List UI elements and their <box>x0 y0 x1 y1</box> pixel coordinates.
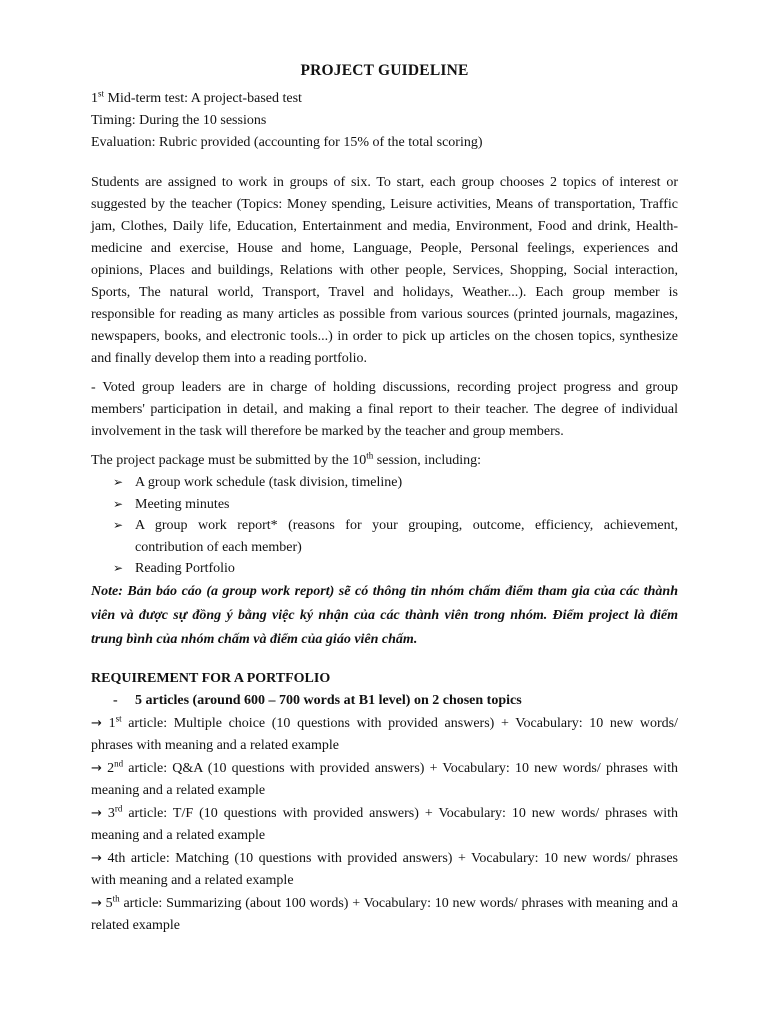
list-item-text: Meeting minutes <box>135 496 230 512</box>
article-text: article: Matching (10 questions with provided answers) + Vocabulary: 10 new words/ phrases with meaning and a related example <box>91 850 679 888</box>
list-item-text: A group work report* (reasons for your grouping, outcome, efficiency, achievement, contribution of each member) <box>135 518 678 555</box>
test-number-suffix: st <box>98 88 105 99</box>
list-item-text: A group work schedule (task division, timeline) <box>135 475 403 490</box>
article-number: 4th <box>107 850 126 866</box>
article-number: 2 <box>107 760 115 776</box>
article-number-suffix: th <box>112 892 120 903</box>
requirement-subheading-text: 5 articles (around 600 – 700 words at B1 level) on 2 chosen topics <box>135 692 522 708</box>
group-leader-paragraph: - Voted group leaders are in charge of holding discussions, recording project progress and group members' participation in detail, and making a final report to their teacher. The degree of individual involvement in the task will therefore be marked by the teacher and group members. <box>91 380 678 439</box>
requirement-heading: REQUIREMENT FOR A PORTFOLIO <box>91 670 331 686</box>
note-paragraph: Note: Bản báo cáo (a group work report) sẽ có thông tin nhóm chấm điểm tham gia của các thành viên và được sự đồng ý bằng việc ký nhận của các thành viên trong nhóm. Điểm project là điểm trung bình của nhóm chấm và điểm của giáo viên chấm. <box>91 583 678 647</box>
arrowhead-bullet-icon: ➢ <box>113 518 124 532</box>
list-item-text: Reading Portfolio <box>135 561 235 576</box>
article-number: 5 <box>105 895 113 911</box>
intro-paragraph: Students are assigned to work in groups of six. To start, each group chooses 2 topics of interest or suggested by the teacher (Topics: Money spending, Leisure activities, Means of transportation, Traffic jam, Clothes, Daily life, Education, Entertainment and media, Environment, Food and drink, Health-medicine and exercise, House and home, Language, People, Personal feelings, experiences and opinions, Places and buildings, Relations with other people, Services, Shopping, Social interaction, Sports, The natural world, Transport, Travel and holidays, Weather...). Each group member is responsible for reading as many articles as possible from various sources (printed journals, magazines, newspapers, books, and electronic tools...) in order to pick up articles on the chosen topics, synthesize and finally develop them into a reading portfolio. <box>91 175 678 366</box>
article-item <box>91 803 678 847</box>
dash-bullet: - <box>113 692 118 708</box>
arrowhead-bullet-icon: ➢ <box>113 475 124 489</box>
package-intro <box>91 450 678 472</box>
test-info <box>91 88 678 154</box>
requirement-subheading <box>91 690 678 712</box>
article-text: article: Summarizing (about 100 words) + Vocabulary: 10 new words/ phrases with meaning and a related example <box>91 895 679 933</box>
list-item <box>91 558 678 580</box>
right-arrow-icon: → <box>91 805 102 821</box>
article-text: article: Q&A (10 questions with provided answers) + Vocabulary: 10 new words/ phrases with meaning and a related example <box>91 760 678 798</box>
test-description: Mid-term test: A project-based test <box>104 91 302 106</box>
article-number-suffix: st <box>115 712 122 723</box>
evaluation-line: Evaluation: Rubric provided (accounting for 15% of the total scoring) <box>91 135 483 150</box>
package-list <box>91 472 678 580</box>
right-arrow-icon: → <box>91 850 102 866</box>
list-item <box>91 494 678 516</box>
package-intro-tail: session, including: <box>373 453 482 468</box>
article-number-suffix: nd <box>114 757 124 768</box>
article-number: 3 <box>107 805 115 821</box>
test-line <box>91 88 678 110</box>
article-number: 1 <box>108 715 116 731</box>
right-arrow-icon: → <box>91 895 102 911</box>
list-item <box>91 515 678 558</box>
list-item <box>91 472 678 494</box>
package-intro-text: The project package must be submitted by the 10 <box>91 453 367 468</box>
article-item <box>91 758 678 802</box>
article-text: article: Multiple choice (10 questions with provided answers) + Vocabulary: 10 new words/ phrases with meaning and a related example <box>91 715 679 753</box>
timing-line: Timing: During the 10 sessions <box>91 113 267 128</box>
document-page <box>91 62 678 937</box>
article-item <box>91 713 678 757</box>
arrowhead-bullet-icon: ➢ <box>113 496 124 511</box>
article-text: article: T/F (10 questions with provided answers) + Vocabulary: 10 new words/ phrases with meaning and a related example <box>91 805 678 843</box>
article-item <box>91 893 678 937</box>
test-number: 1 <box>91 91 98 106</box>
right-arrow-icon: → <box>91 715 102 731</box>
arrowhead-bullet-icon: ➢ <box>113 561 124 575</box>
right-arrow-icon: → <box>91 760 102 776</box>
article-number-suffix: rd <box>114 802 123 813</box>
article-item <box>91 848 678 892</box>
package-intro-suffix: th <box>366 450 374 461</box>
page-title: PROJECT GUIDELINE <box>300 62 469 79</box>
